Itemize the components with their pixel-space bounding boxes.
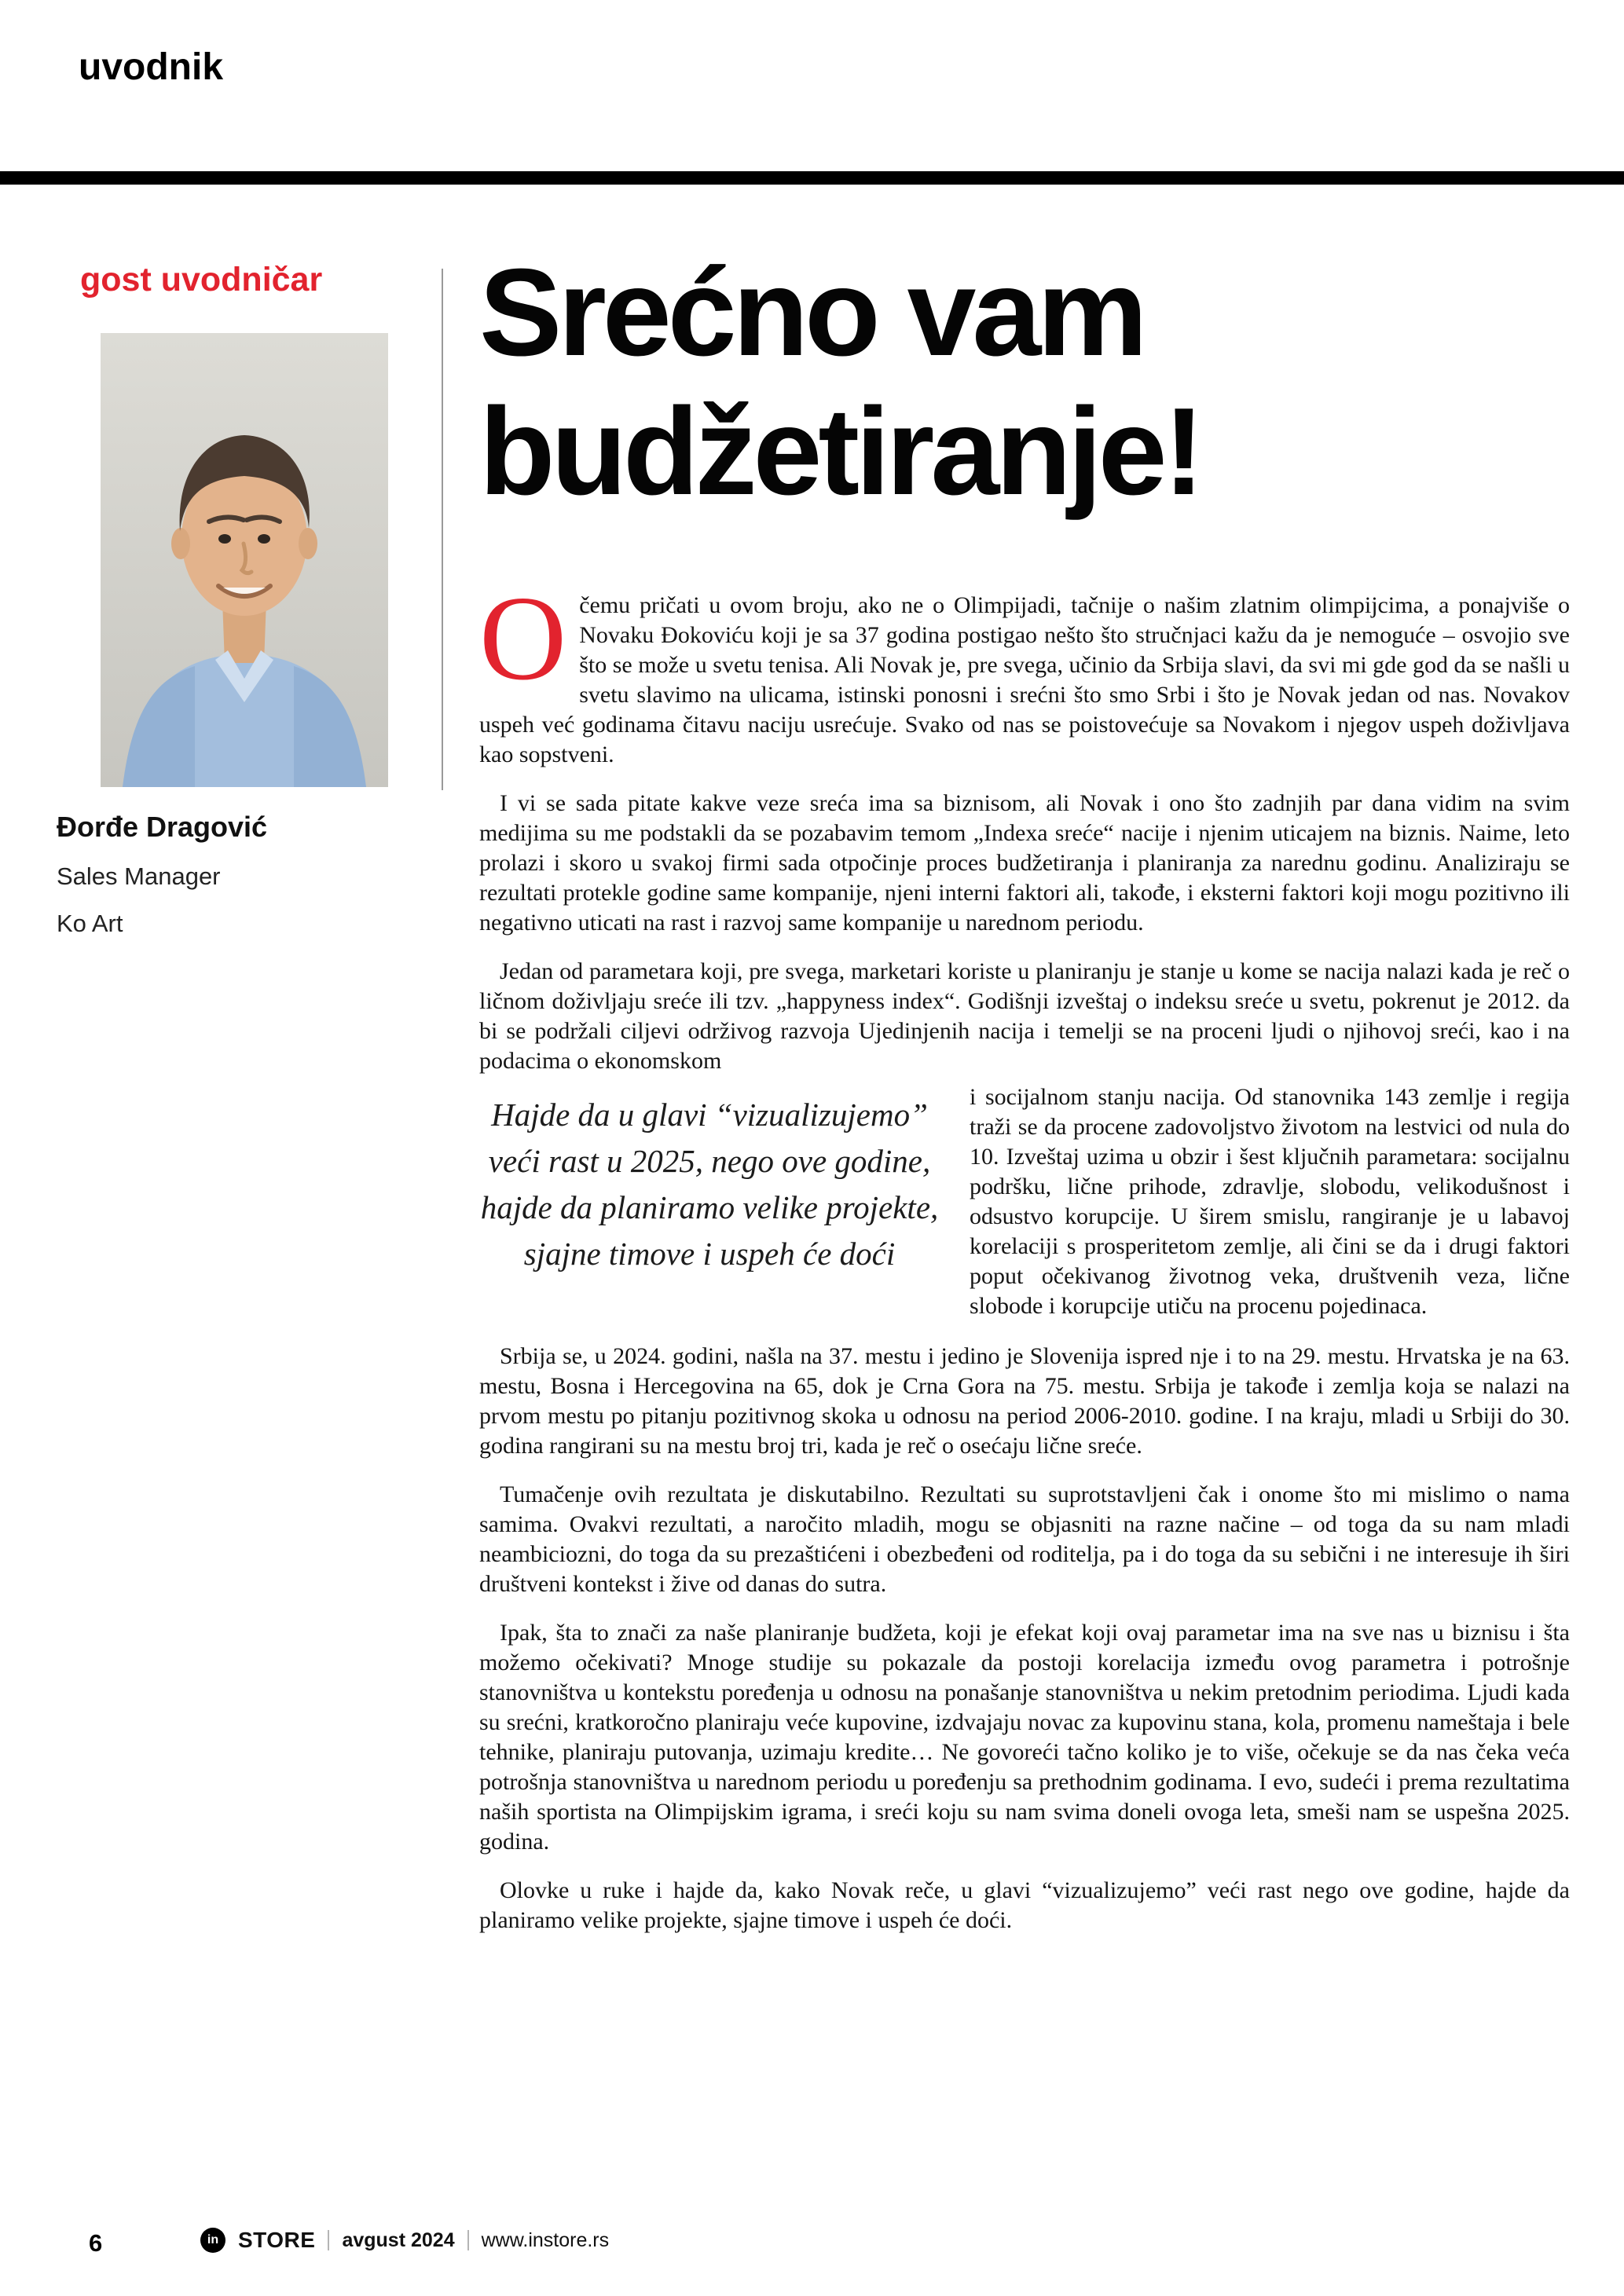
author-company: Ko Art: [57, 910, 123, 937]
footer-separator: [467, 2230, 469, 2250]
article-headline: [479, 244, 1570, 522]
paragraph-4: Srbija se, u 2024. godini, našla na 37. mestu i jedino je Slovenija ispred nje i to na 29. mestu. Hrvatska je na 63. mestu, Bosna i Hercegovina na 65, dok je Crna Gora na 75. mestu. Srbija je takođe i zemlja koja se nalazi na prvom mestu po pitanju pozitivnog skoka u odnosu na period 2006-2010. godine. I na kraju, mladi u Srbiji do 30. godina rangirani su na mestu broj tri, kada je reč o osećaju lične sreće.: [479, 1342, 1570, 1459]
instore-logo-icon: in: [200, 2228, 225, 2253]
footer-issue: avgust 2024: [342, 2228, 455, 2251]
author-photo: [101, 333, 388, 787]
headline-line-2: budžetiranje!: [479, 382, 1201, 521]
author-role: Sales Manager: [57, 862, 221, 890]
header-rule: [0, 171, 1624, 185]
paragraph-1: [479, 571, 1570, 770]
guest-kicker: gost uvodničar: [80, 261, 323, 298]
article-body: [479, 571, 1570, 1935]
page-number: 6: [89, 2229, 103, 2257]
footer-brand: STORE: [238, 2228, 316, 2252]
article: [479, 244, 1570, 1954]
column-divider: [442, 269, 443, 790]
author-name: Đorđe Dragović: [57, 811, 268, 843]
pull-quote: Hajde da u glavi “vizualizujemo” veći rast u 2025, nego ove godine, hajde da planiramo velike projekte, sjajne timove i uspeh će doći: [480, 1096, 939, 1272]
paragraph-5: Tumačenje ovih rezultata je diskutabilno. Rezultati su suprotstavljeni čak i onome što mi mislimo o nama samima. Ovakvi rezultati, a naročito mladih, mogu se objasniti na razne načine – od toga da su nam mladi neambiciozni, do toga da su prezaštićeni i obezbeđeni od roditelja, pa i do toga da su sebični i ne interesuje ih širi društveni kontekst i žive od danas do sutra.: [479, 1481, 1570, 1597]
footer: [200, 2228, 609, 2253]
paragraph-3-intro: Jedan od parametara koji, pre svega, marketari koriste u planiranju je stanje u kome se nacija nalazi kada je reč o ličnom doživljaju sreće ili tzv. „happyness index“. Godišnji izveštaj o indeksu sreće u svetu, pokrenut je 2012. da bi se podržali ciljevi održivog razvoja Ujedinjenih nacija i temelji se na proceni ljudi o njihovoj sreći, kao i na podacima o ekonomskom: [479, 958, 1570, 1074]
paragraph-6: Ipak, šta to znači za naše planiranje budžeta, koji je efekat koji ovaj parametar ima na sve nas u biznisu i šta možemo očekivati? Mnoge studije su pokazale da postoji korelacija između ovog parametra i potrošnje stanovništva u kontekstu poređenja u odnosu na ponašanje stanovništva u nekim pretodnim periodima. Ljudi kada su srećni, kratkoročno planiraju veće kupovine, izdvajaju novac za kupovinu stana, kola, promenu nameštaja i bele tehnike, planiraju putovanja, uzimaju kredite… Ne govoreći tačno koliko je to više, očekuje se da nas čeka veća potrošnja stanovništva u narednom periodu u poređenju sa prethodnim godinama. I evo, sudeći i prema rezultatima naših sportista na Olimpijskim igrama, i sreći koju su nam svima doneli ovoga leta, smeši nam se uspešna 2025. godina.: [479, 1619, 1570, 1855]
author-portrait-illustration: [101, 333, 388, 787]
paragraph-3-continued: i socijalnom stanju nacija. Od stanovnika 143 zemlje i regija traži se da procene zadovoljstvo životom na lestvici od nula do 10. Izveštaj uzima u obzir i šest ključnih parametara: socijalnu podršku, lične prihode, zdravlje, slobodu, velikodušnost i odsustvo korupcije. U širem smislu, rangiranje je u labavoj korelaciji s prosperitetom zemlje, ali čini se da i drugi faktori poput očekivanog životnog veka, društvenih veza, lične slobode i korupcije utiču na procenu pojedinaca.: [970, 1083, 1570, 1319]
paragraph-1-text: čemu pričati u ovom broju, ako ne o Olimpijadi, tačnije o našim zlatnim olimpijcima, a ponajviše o Novaku Đokoviću koji je sa 37 godina postigao nešto što stručnjaci kažu da je nemoguće – osvojio sve što se može u svetu tenisa. Ali Novak je, pre svega, učinio da Srbija slavi, da svi mi gde god da se našli u svetu slavimo na ulicama, istinski ponosni i srećni što smo Srbi i što je Novak jedan od nas. Novakov uspeh već godinama čitavu naciju usrećuje. Svako od nas se poistovećuje sa Novakom i njegov uspeh doživljava kao sopstveni.: [479, 591, 1570, 767]
dropcap: O: [479, 571, 567, 705]
footer-website: www.instore.rs: [481, 2228, 610, 2251]
pull-quote-row: [479, 1082, 1570, 1321]
footer-separator: [328, 2230, 329, 2250]
paragraph-2: I vi se sada pitate kakve veze sreća ima sa biznisom, ali Novak i ono što zadnjih par dana vidim na svim medijima su me podstakli da se pozabavim temom „Indexa sreće“ nacije i njenim uticajem na biznis. Naime, leto prolazi i skoro u svakoj firmi sada otpočinje proces budžetiranja i planiranja za narednu godinu. Analiziraju se rezultati protekle godine same kompanije, njeni interni faktori ali, takođe, i eksterni faktori koji mogu pozitivno ili negativno uticati na rast i razvoj same kompanije u narednom periodu.: [479, 789, 1570, 936]
paragraph-7: Olovke u ruke i hajde da, kako Novak reče, u glavi “vizualizujemo” veći rast nego ove godine, hajde da planiramo velike projekte, sjajne timove i uspeh će doći.: [479, 1877, 1570, 1933]
section-label: uvodnik: [79, 46, 224, 88]
headline-line-1: Srećno vam: [479, 244, 1144, 382]
